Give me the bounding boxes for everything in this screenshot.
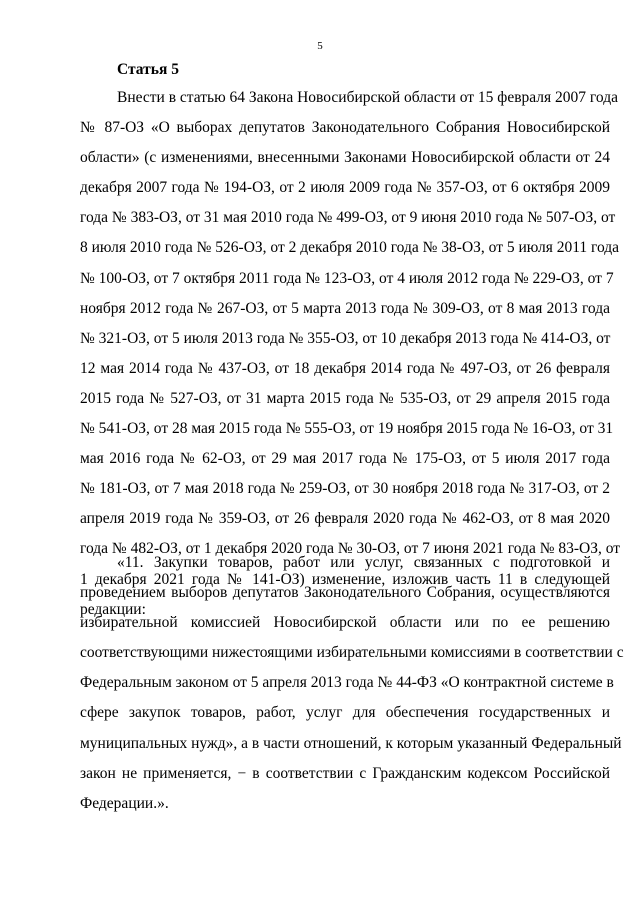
text-line: Внести в статью 64 Закона Новосибирской области от 15 февраля 2007 года (117, 89, 618, 106)
text-line: редакции: (80, 600, 146, 618)
text-line: декабря 2007 года № 194-ОЗ, от 2 июля 2009 года № 357-ОЗ, от 6 октября 2009 (80, 179, 610, 197)
text-line: проведением выборов депутатов Законодательного Собрания, осуществляются (80, 584, 610, 602)
page-number: 5 (317, 40, 323, 52)
text-line: 1 декабря 2021 года № 141-ОЗ) изменение, изложив часть 11 в следующей (80, 570, 610, 588)
text-line: Федеральным законом от 5 апреля 2013 года № 44-ФЗ «О контрактной системе в (80, 674, 614, 692)
text-line: № 87-ОЗ «О выборах депутатов Законодательного Собрания Новосибирской (80, 119, 610, 137)
text-line: Федерации.». (80, 794, 169, 812)
text-line: области» (с изменениями, внесенными Законами Новосибирской области от 24 (80, 149, 610, 167)
text-line: «11. Закупки товаров, работ или услуг, связанных с подготовкой и (117, 554, 610, 571)
new-wording-paragraph (80, 548, 624, 819)
amendment-paragraph (80, 83, 621, 625)
text-line: 2015 года № 527-ОЗ, от 31 марта 2015 года № 535-ОЗ, от 29 апреля 2015 года (80, 389, 610, 407)
text-line: апреля 2019 года № 359-ОЗ, от 26 февраля 2020 года № 462-ОЗ, от 8 мая 2020 (80, 510, 610, 528)
text-line: № 100-ОЗ, от 7 октября 2011 года № 123-ОЗ, от 4 июля 2012 года № 229-ОЗ, от 7 (80, 269, 614, 287)
text-line: закон не применяется, − в соответствии с Гражданским кодексом Российской (80, 764, 610, 782)
text-line: мая 2016 года № 62-ОЗ, от 29 мая 2017 года № 175-ОЗ, от 5 июля 2017 года (80, 450, 610, 468)
text-line: ноября 2012 года № 267-ОЗ, от 5 марта 2013 года № 309-ОЗ, от 8 мая 2013 года (80, 299, 610, 317)
text-line: № 321-ОЗ, от 5 июля 2013 года № 355-ОЗ, от 10 декабря 2013 года № 414-ОЗ, от (80, 329, 611, 347)
text-line: избирательной комиссией Новосибирской области или по ее решению (80, 614, 610, 632)
text-line: муниципальных нужд», а в части отношений, к которым указанный Федеральный (80, 734, 622, 752)
article-title: Статья 5 (117, 61, 179, 78)
text-line: сфере закупок товаров, работ, услуг для обеспечения государственных и (80, 704, 610, 722)
text-line: года № 383-ОЗ, от 31 мая 2010 года № 499-ОЗ, от 9 июня 2010 года № 507-ОЗ, от (80, 209, 616, 227)
text-line: года № 482-ОЗ, от 1 декабря 2020 года № 30-ОЗ, от 7 июня 2021 года № 83-ОЗ, от (80, 540, 621, 558)
text-line: 12 мая 2014 года № 437-ОЗ, от 18 декабря 2014 года № 497-ОЗ, от 26 февраля (80, 359, 610, 377)
text-line: № 541-ОЗ, от 28 мая 2015 года № 555-ОЗ, от 19 ноября 2015 года № 16-ОЗ, от 31 (80, 420, 614, 438)
text-line: соответствующими нижестоящими избирательными комиссиями в соответствии с (80, 644, 624, 662)
text-line: 8 июля 2010 года № 526-ОЗ, от 2 декабря 2010 года № 38-ОЗ, от 5 июля 2011 года (80, 239, 620, 257)
text-line: № 181-ОЗ, от 7 мая 2018 года № 259-ОЗ, от 30 ноября 2018 года № 317-ОЗ, от 2 (80, 480, 610, 498)
